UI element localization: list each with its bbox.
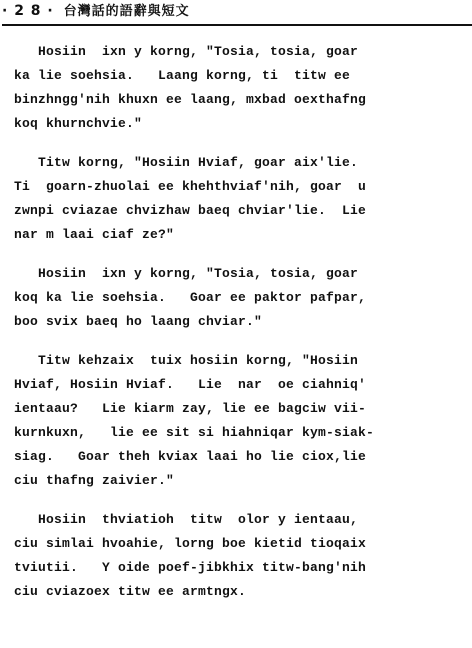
text-line: nar m laai ciaf ze?" [14,227,175,242]
text-line: binzhngg'nih khuxn ee laang, mxbad oexthafng [14,92,367,107]
book-title: 台灣話的語辭與短文 [63,4,190,19]
text-line: siag. Goar theh kviax laai ho lie ciox,lie [14,449,367,464]
text-line: Titw korng, "Hosiin Hviaf, goar aix'lie. [14,155,359,170]
text-line: tviutii. Y oide poef-jibkhix titw-bang'nih [14,560,367,575]
paragraph-1 [14,40,466,136]
text-line: koq ka lie soehsia. Goar ee paktor pafpar, [14,290,367,305]
paragraph-2 [14,151,466,247]
running-header [2,0,472,26]
text-line: Titw kehzaix tuix hosiin korng, "Hosiin [14,353,359,368]
text-line: Hosiin thviatioh titw olor y ientaau, [14,512,359,527]
text-line: zwnpi cviazae chvizhaw baeq chviar'lie. Lie [14,203,367,218]
text-line: ciu simlai hvoahie, lorng boe kietid tioqaix [14,536,367,551]
text-line: ciu thafng zaivier." [14,473,175,488]
text-line: ientaau? Lie kiarm zay, lie ee bagciw vii- [14,401,367,416]
text-line: Ti goarn-zhuolai ee khehthviaf'nih, goar u [14,179,367,194]
paragraph-4 [14,349,466,493]
text-line: kurnkuxn, lie ee sit si hiahniqar kym-siak- [14,425,375,440]
text-line: Hosiin ixn y korng, "Tosia, tosia, goar [14,266,359,281]
text-line: ciu cviazoex titw ee armtngx. [14,584,247,599]
text-line: Hosiin ixn y korng, "Tosia, tosia, goar [14,44,359,59]
text-line: Hviaf, Hosiin Hviaf. Lie nar oe ciahniq' [14,377,367,392]
page-body [14,40,466,619]
paragraph-3 [14,262,466,334]
paragraph-5 [14,508,466,604]
text-line: koq khurnchvie." [14,116,143,131]
page-number: · 2 8 · [2,3,54,19]
text-line: boo svix baeq ho laang chviar." [14,314,263,329]
text-line: ka lie soehsia. Laang korng, ti titw ee [14,68,351,83]
